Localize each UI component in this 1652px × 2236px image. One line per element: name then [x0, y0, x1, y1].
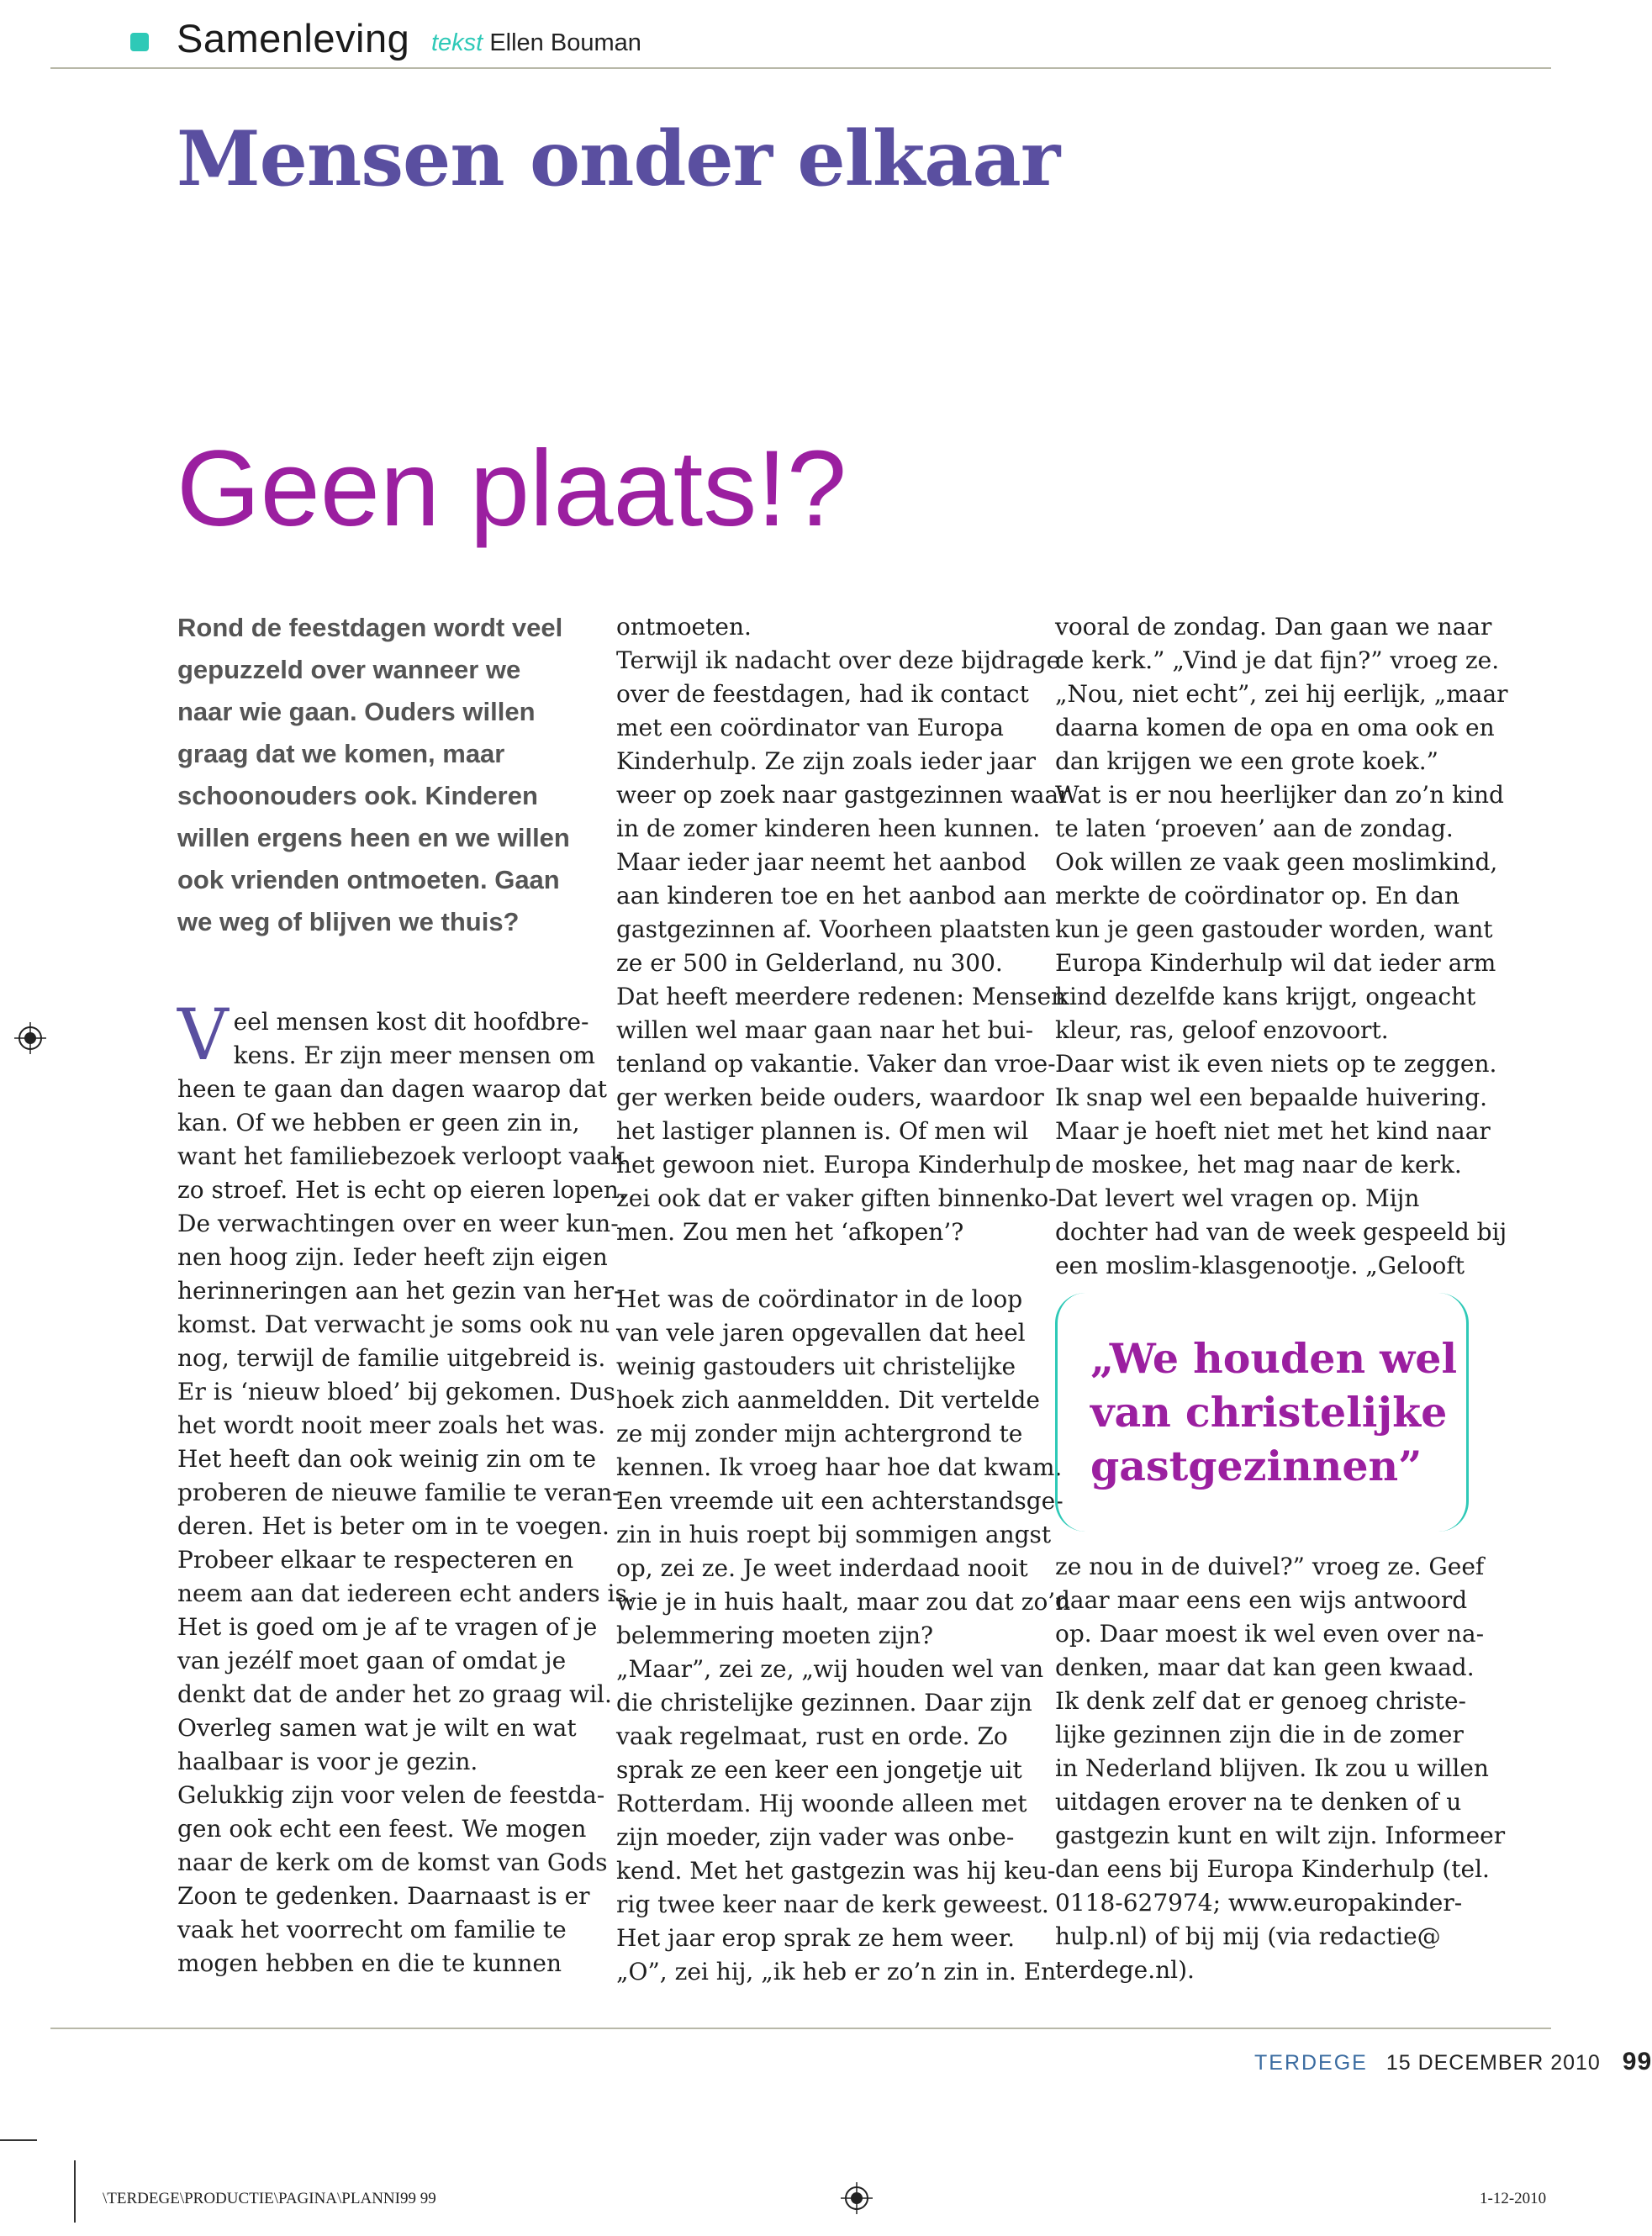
body-line: Ik snap wel een bepaalde huivering.: [1055, 1084, 1488, 1111]
pull-quote-line: gastgezinnen”: [1090, 1442, 1422, 1490]
body-line: met een coördinator van Europa: [616, 714, 1004, 741]
body-line: Maar ieder jaar neemt het aanbod: [616, 848, 1027, 876]
body-line: eel mensen kost dit hoofdbre-: [233, 1008, 589, 1036]
body-line: gen ook echt een feest. We mogen: [177, 1815, 587, 1843]
body-line: nen hoog zijn. Ieder heeft zijn eigen: [177, 1243, 608, 1271]
body-line: kennen. Ik vroeg haar hoe dat kwam.: [616, 1453, 1063, 1481]
body-line: zin in huis roept bij sommigen angst: [616, 1521, 1052, 1548]
intro-line: gepuzzeld over wanneer we: [177, 655, 521, 684]
body-line: het gewoon niet. Europa Kinderhulp: [616, 1151, 1052, 1179]
pull-quote-line: van christelijke: [1090, 1388, 1448, 1437]
page-number: 99: [1622, 2048, 1652, 2075]
body-line: haalbaar is voor je gezin.: [177, 1748, 478, 1775]
body-line: rig twee keer naar de kerk geweest.: [616, 1891, 1049, 1918]
section-name: Samenleving: [177, 16, 410, 61]
body-line: willen wel maar gaan naar het bui-: [616, 1016, 1034, 1044]
body-line: Dat heeft meerdere redenen: Mensen: [616, 983, 1067, 1010]
body-line: van jezélf moet gaan of omdat je: [177, 1647, 567, 1674]
intro-line: Rond de feestdagen wordt veel: [177, 613, 563, 642]
body-line: sprak ze een keer een jongetje uit: [616, 1756, 1022, 1784]
body-line: 0118-627974; www.europakinder-: [1055, 1889, 1463, 1917]
body-line: herinneringen aan het gezin van her-: [177, 1277, 622, 1305]
body-line: vaak regelmaat, rust en orde. Zo: [616, 1722, 1008, 1750]
body-line: belemmering moeten zijn?: [616, 1622, 934, 1649]
article-column-2: [616, 610, 1071, 1989]
print-slug-date: 1-12-2010: [1480, 2190, 1547, 2207]
body-line: hoek zich aanmeldden. Dit vertelde: [616, 1386, 1040, 1414]
body-line: ontmoeten.: [616, 613, 752, 641]
header-divider: [50, 67, 1551, 69]
body-line: in Nederland blijven. Ik zou u willen: [1055, 1754, 1489, 1782]
body-line: Kinderhulp. Ze zijn zoals ieder jaar: [616, 747, 1037, 775]
body-line: kun je geen gastouder worden, want: [1055, 915, 1493, 943]
body-line: Daar wist ik even niets op te zeggen.: [1055, 1050, 1497, 1078]
byline-label: tekst: [431, 29, 483, 56]
registration-mark-icon: [14, 1022, 46, 1054]
body-line: Ook willen ze vaak geen moslimkind,: [1055, 848, 1498, 876]
body-line: de moskee, het mag naar de kerk.: [1055, 1151, 1462, 1179]
body-line: naar de kerk om de komst van Gods: [177, 1848, 608, 1876]
body-line: kind dezelfde kans krijgt, ongeacht: [1055, 983, 1476, 1010]
body-line: komst. Dat verwacht je soms ook nu: [177, 1310, 610, 1338]
body-line: want het familiebezoek verloopt vaak: [177, 1142, 625, 1170]
body-line: kan. Of we hebben er geen zin in,: [177, 1109, 580, 1136]
article-headline: Geen plaats!?: [177, 429, 847, 549]
page-title: Mensen onder elkaar: [177, 114, 1060, 203]
body-line: „Nou, niet echt”, zei hij eerlijk, „maar: [1055, 680, 1508, 708]
intro-line: ook vrienden ontmoeten. Gaan: [177, 865, 560, 894]
body-line: Gelukkig zijn voor velen de feestda-: [177, 1781, 605, 1809]
body-line: ze mij zonder mijn achtergrond te: [616, 1420, 1023, 1448]
column-3-part-a: [1055, 610, 1508, 1283]
article-column-3: [1055, 610, 1508, 1283]
issue-date: 15 DECEMBER 2010: [1385, 2051, 1601, 2075]
body-line: Zoon te gedenken. Daarnaast is er: [177, 1882, 590, 1910]
body-line: het lastiger plannen is. Of men wil: [616, 1117, 1029, 1145]
body-line: daarna komen de opa en oma ook en: [1055, 714, 1495, 741]
body-line: merkte de coördinator op. En dan: [1055, 882, 1459, 910]
body-line: denkt dat de ander het zo graag wil.: [177, 1680, 612, 1708]
body-line: dan krijgen we een grote koek.”: [1055, 747, 1438, 775]
body-line: mogen hebben en die te kunnen: [177, 1949, 562, 1977]
body-line: deren. Het is beter om in te voegen.: [177, 1512, 610, 1540]
body-line: zei ook dat er vaker giften binnenko-: [616, 1184, 1057, 1212]
body-line: Europa Kinderhulp wil dat ieder arm: [1055, 949, 1496, 977]
body-line: uitdagen erover na te denken of u: [1055, 1788, 1462, 1816]
body-line: men. Zou men het ‘afkopen’?: [616, 1218, 964, 1246]
body-line: wie je in huis haalt, maar zou dat zo’n: [616, 1588, 1071, 1616]
body-line: vaak het voorrecht om familie te: [177, 1916, 567, 1943]
footer-divider: [50, 2028, 1551, 2029]
magazine-name: TERDEGE: [1254, 2051, 1368, 2075]
body-line: over de feestdagen, had ik contact: [616, 680, 1029, 708]
body-line: Terwijl ik nadacht over deze bijdrage: [616, 646, 1061, 674]
paragraph-gap: [616, 1249, 1037, 1283]
byline: [431, 29, 641, 57]
body-line: ger werken beide ouders, waardoor: [616, 1084, 1044, 1111]
pull-quote: [1090, 1332, 1457, 1493]
intro-line: schoonouders ook. Kinderen: [177, 781, 538, 810]
body-line: weer op zoek naar gastgezinnen waar: [616, 781, 1070, 809]
body-line: Het jaar erop sprak ze hem weer.: [616, 1924, 1015, 1952]
body-line: op. Daar moest ik wel even over na-: [1055, 1620, 1485, 1648]
body-line: Een vreemde uit een achterstandsge-: [616, 1487, 1064, 1515]
body-line: gastgezin kunt en wilt zijn. Informeer: [1055, 1822, 1506, 1849]
intro-line: graag dat we komen, maar: [177, 739, 505, 768]
body-line: nog, terwijl de familie uitgebreid is.: [177, 1344, 606, 1372]
article-column-1: [177, 994, 635, 1980]
body-line: tenland op vakantie. Vaker dan vroe-: [616, 1050, 1056, 1078]
body-line: neem aan dat iedereen echt anders is.: [177, 1579, 635, 1607]
body-line: proberen de nieuwe familie te veran-: [177, 1479, 620, 1506]
column-3-part-b: [1055, 1550, 1506, 1987]
body-line: Dat levert wel vragen op. Mijn: [1055, 1184, 1420, 1212]
intro-line: naar wie gaan. Ouders willen: [177, 697, 536, 726]
body-line: Probeer elkaar te respecteren en: [177, 1546, 574, 1574]
body-line: gastgezinnen af. Voorheen plaatsten: [616, 915, 1051, 943]
body-line: ze er 500 in Gelderland, nu 300.: [616, 949, 1003, 977]
body-line: „O”, zei hij, „ik heb er zo’n zin in. En: [616, 1958, 1057, 1986]
body-line: daar maar eens een wijs antwoord: [1055, 1586, 1468, 1614]
body-line: denken, maar dat kan geen kwaad.: [1055, 1653, 1475, 1681]
print-slug-path: \TERDEGE\PRODUCTIE\PAGINA\PLANNI99 99: [103, 2190, 436, 2207]
body-line: heen te gaan dan dagen waarop dat: [177, 1075, 607, 1103]
body-line: „Maar”, zei ze, „wij houden wel van: [616, 1655, 1044, 1683]
intro-line: we weg of blijven we thuis?: [177, 907, 520, 936]
body-line: Ik denk zelf dat er genoeg christe-: [1055, 1687, 1466, 1715]
body-line: dochter had van de week gespeeld bij: [1055, 1218, 1507, 1246]
crop-mark: [74, 2160, 76, 2223]
intro-line: willen ergens heen en we willen: [177, 823, 570, 852]
column-1-lines: [177, 1073, 635, 1980]
body-line: te laten ‘proeven’ aan de zondag.: [1055, 815, 1454, 842]
body-line: Maar je hoeft niet met het kind naar: [1055, 1117, 1491, 1145]
body-line: Er is ‘nieuw bloed’ bij gekomen. Dus: [177, 1378, 615, 1405]
body-line: die christelijke gezinnen. Daar zijn: [616, 1689, 1032, 1717]
body-line: zijn moeder, zijn vader was onbe-: [616, 1823, 1015, 1851]
drop-cap: V: [177, 994, 229, 1076]
article-intro: [177, 607, 598, 943]
body-line: aan kinderen toe en het aanbod aan: [616, 882, 1047, 910]
body-line: een moslim-klasgenootje. „Gelooft: [1055, 1252, 1465, 1279]
body-line: van vele jaren opgevallen dat heel: [616, 1319, 1026, 1347]
body-line: lijke gezinnen zijn die in de zomer: [1055, 1721, 1464, 1748]
body-line: kens. Er zijn meer mensen om: [233, 1042, 595, 1069]
pull-quote-line: „We houden wel: [1090, 1334, 1458, 1383]
body-line: Overleg samen wat je wilt en wat: [177, 1714, 577, 1742]
column-2-part-b: [616, 1283, 1071, 1989]
body-line: in de zomer kinderen heen kunnen.: [616, 815, 1041, 842]
section-marker-icon: [130, 33, 149, 51]
body-line: Het was de coördinator in de loop: [616, 1285, 1023, 1313]
body-line: kend. Met het gastgezin was hij keu-: [616, 1857, 1056, 1885]
body-line: de kerk.” „Vind je dat fijn?” vroeg ze.: [1055, 646, 1500, 674]
body-line: Het heeft dan ook weinig zin om te: [177, 1445, 597, 1473]
page-footer: [1254, 2048, 1652, 2076]
body-line: Het is goed om je af te vragen of je: [177, 1613, 598, 1641]
body-line: weinig gastouders uit christelijke: [616, 1353, 1016, 1380]
body-line: Rotterdam. Hij woonde alleen met: [616, 1790, 1027, 1817]
body-line: hulp.nl) of bij mij (via redactie@: [1055, 1922, 1441, 1950]
body-line: terdege.nl).: [1055, 1956, 1195, 1984]
body-line: dan eens bij Europa Kinderhulp (tel.: [1055, 1855, 1490, 1883]
body-line: De verwachtingen over en weer kun-: [177, 1210, 619, 1237]
article-column-3-continued: [1055, 1550, 1506, 1987]
body-line: Wat is er nou heerlijker dan zo’n kind: [1055, 781, 1504, 809]
body-line: vooral de zondag. Dan gaan we naar: [1055, 613, 1492, 641]
body-line: ze nou in de duivel?” vroeg ze. Geef: [1055, 1553, 1485, 1580]
body-line: het wordt nooit meer zoals het was.: [177, 1411, 606, 1439]
crop-mark: [0, 2139, 37, 2141]
registration-mark-icon: [841, 2182, 873, 2214]
body-line: kleur, ras, geloof enzovoort.: [1055, 1016, 1389, 1044]
byline-author: Ellen Bouman: [489, 29, 641, 56]
column-2-part-a: [616, 610, 1070, 1249]
body-line: zo stroef. Het is echt op eieren lopen.: [177, 1176, 626, 1204]
body-line: op, zei ze. Je weet inderdaad nooit: [616, 1554, 1028, 1582]
